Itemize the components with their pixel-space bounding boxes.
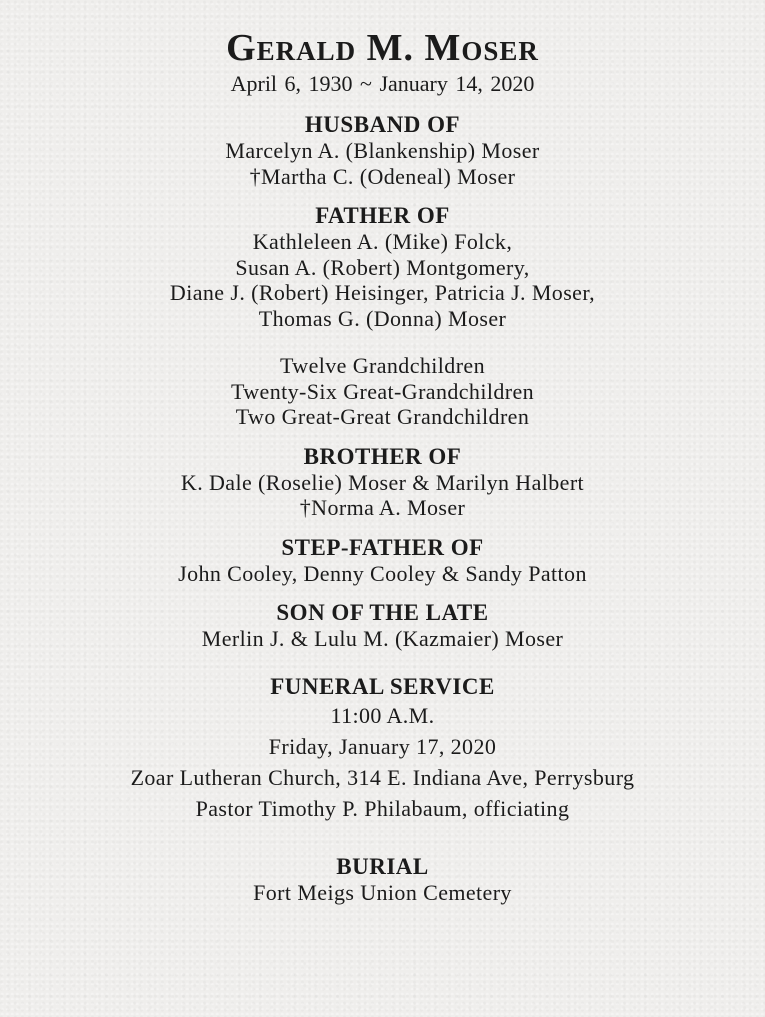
officiant: Pastor Timothy P. Philabaum, officiating [195, 795, 570, 821]
stepfather-heading: STEP-FATHER OF [281, 534, 484, 560]
great-great-grandchildren-count: Two Great-Great Grandchildren [235, 404, 530, 429]
child-name: Thomas G. (Donna) Moser [258, 305, 507, 331]
stepfather-section [0, 535, 765, 587]
burial-section [0, 854, 765, 906]
grandchildren-count: Twelve Grandchildren [280, 353, 485, 378]
grandchildren-section [0, 345, 765, 430]
burial-heading: BURIAL [336, 853, 429, 879]
son-section [0, 600, 765, 652]
son-heading: SON OF THE LATE [276, 600, 489, 625]
stepchildren-names: John Cooley, Denny Cooley & Sandy Patton [178, 560, 587, 586]
child-name: Kathleleen A. (Mike) Folck, [252, 229, 513, 254]
funeral-section [0, 674, 765, 824]
service-date: Friday, January 17, 2020 [268, 733, 497, 759]
deceased-name: Gerald M. Moser [226, 27, 539, 69]
father-heading: FATHER OF [315, 203, 450, 228]
great-grandchildren-count: Twenty-Six Great-Grandchildren [230, 378, 535, 404]
child-name: Diane J. (Robert) Heisinger, Patricia J. Moser, [169, 280, 596, 305]
spouse-name: †Martha C. (Odeneal) Moser [249, 163, 516, 189]
service-location: Zoar Lutheran Church, 314 E. Indiana Ave, Perrysburg [130, 764, 635, 790]
husband-section [0, 112, 765, 189]
brother-heading: BROTHER OF [303, 443, 462, 469]
funeral-heading: FUNERAL SERVICE [270, 673, 495, 699]
life-dates: April 6, 1930 ~ January 14, 2020 [230, 71, 535, 96]
father-section [0, 203, 765, 331]
husband-heading: HUSBAND OF [304, 112, 461, 137]
sibling-name: K. Dale (Roselie) Moser & Marilyn Halbert [180, 469, 585, 495]
service-time: 11:00 A.M. [330, 702, 435, 728]
parents-names: Merlin J. & Lulu M. (Kazmaier) Moser [201, 626, 564, 651]
child-name: Susan A. (Robert) Montgomery, [235, 254, 530, 280]
sibling-name: †Norma A. Moser [299, 495, 466, 520]
spouse-name: Marcelyn A. (Blankenship) Moser [225, 138, 540, 163]
cemetery-name: Fort Meigs Union Cemetery [253, 879, 512, 905]
brother-section [0, 444, 765, 521]
